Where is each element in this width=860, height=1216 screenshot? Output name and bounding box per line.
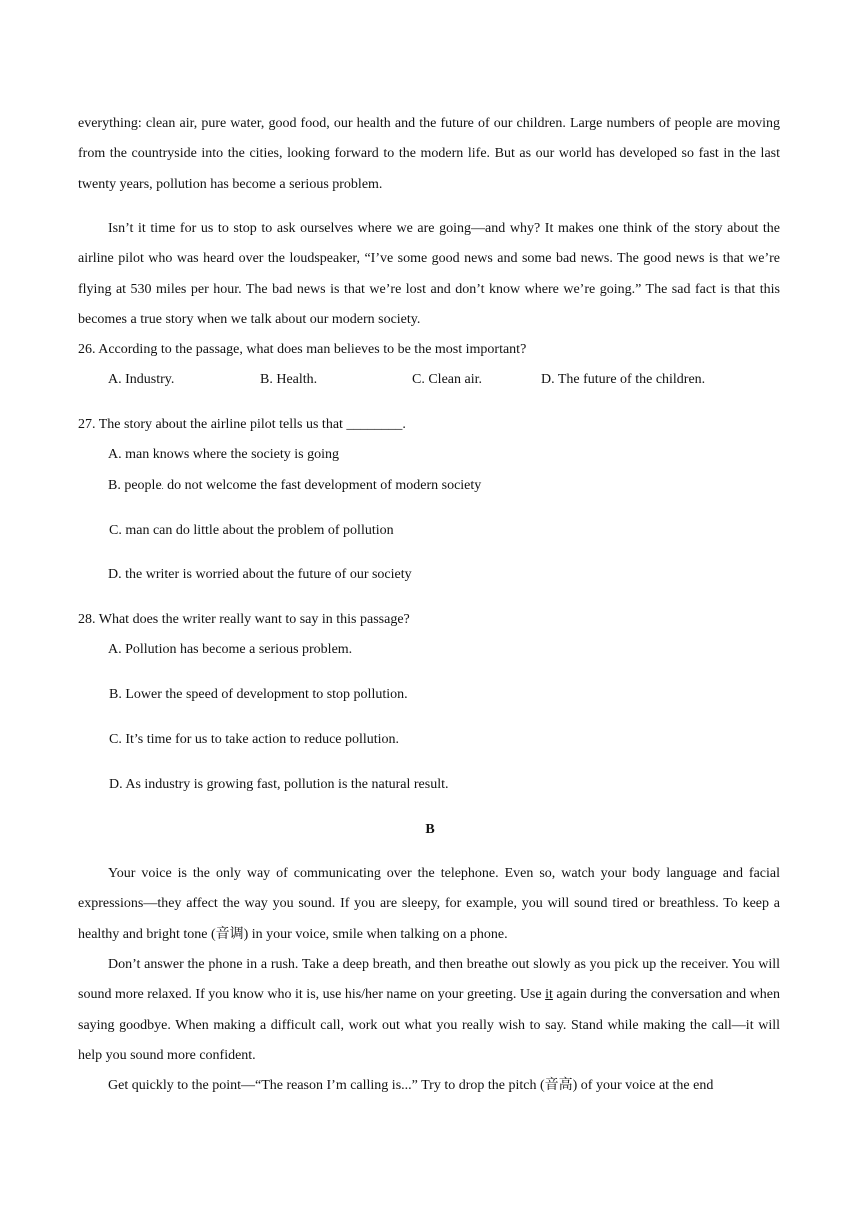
question-28-stem: 28. What does the writer really want to say in this passage?	[78, 612, 410, 627]
passage-b-paragraph-1: Your voice is the only way of communicating over the telephone. Even so, watch your body language and facial expressions—they affect the way you sound. If you are sleepy, for example, you will sound tired or breathless. To keep a healthy and bright tone (音调) in your voice, smile when talking on a phone.	[78, 866, 780, 942]
section-b-heading: B	[425, 822, 435, 837]
question-27-option-a: A. man knows where the society is going	[108, 447, 339, 462]
passage-b-paragraph-2-start: Don’t answer the phone in a rush. Take a deep breath, and then breathe out slowly as you pick up the receiver. You will sound more relaxed. If you know who it is, use his/her name on your greeting. Use	[78, 957, 780, 1003]
passage-b-paragraph-2	[78, 950, 780, 1071]
passage-b-paragraph-2-end: again during the conversation and when saying goodbye. When making a difficult call, work out what you really wish to say. Stand while making the call—it will help you sound more confident.	[78, 987, 780, 1063]
question-26-option-c: C. Clean air.	[412, 372, 482, 387]
question-27-option-c: C. man can do little about the problem of pollution	[109, 523, 394, 538]
question-28-option-a: A. Pollution has become a serious problem.	[108, 642, 353, 657]
question-27-stem: 27. The story about the airline pilot tells us that ________.	[78, 417, 406, 432]
question-27-option-b-dot: .	[161, 482, 164, 491]
question-26-stem: 26. According to the passage, what does man believes to be the most important?	[78, 342, 527, 357]
question-27-option-b	[108, 477, 481, 496]
question-28-option-c: C. It’s time for us to take action to reduce pollution.	[109, 732, 400, 747]
question-26-option-a: A. Industry.	[108, 372, 175, 387]
question-28-option-b: B. Lower the speed of development to stop pollution.	[109, 687, 408, 702]
question-27-option-d: D. the writer is worried about the future of our society	[108, 567, 412, 582]
question-26-options	[0, 371, 860, 389]
question-27-option-b-end: do not welcome the fast development of modern society	[163, 478, 482, 493]
underlined-word-it: it	[545, 987, 553, 1003]
passage-b-paragraph-3: Get quickly to the point—“The reason I’m calling is...” Try to drop the pitch (音高) of your voice at the end	[108, 1078, 714, 1093]
passage-a-paragraph-2: Isn’t it time for us to stop to ask ourselves where we are going—and why? It makes one think of the story about the airline pilot who was heard over the loudspeaker, “I’ve some good news and some bad news. The good news is that we’re flying at 530 miles per hour. The bad news is that we’re lost and don’t know where we’re going.” The sad fact is that this becomes a true story when we talk about our modern society.	[78, 221, 780, 327]
question-27-option-b-start: B. people	[108, 478, 162, 493]
question-26-option-d: D. The future of the children.	[541, 372, 706, 387]
question-28-option-d: D. As industry is growing fast, pollution is the natural result.	[109, 777, 449, 792]
question-26-option-b: B. Health.	[260, 372, 318, 387]
passage-a-paragraph-1: everything: clean air, pure water, good food, our health and the future of our children. Large numbers of people are moving from the countryside into the cities, looking forward to the modern life. But as our world has developed so fast in the last twenty years, pollution has become a serious problem.	[78, 116, 780, 192]
